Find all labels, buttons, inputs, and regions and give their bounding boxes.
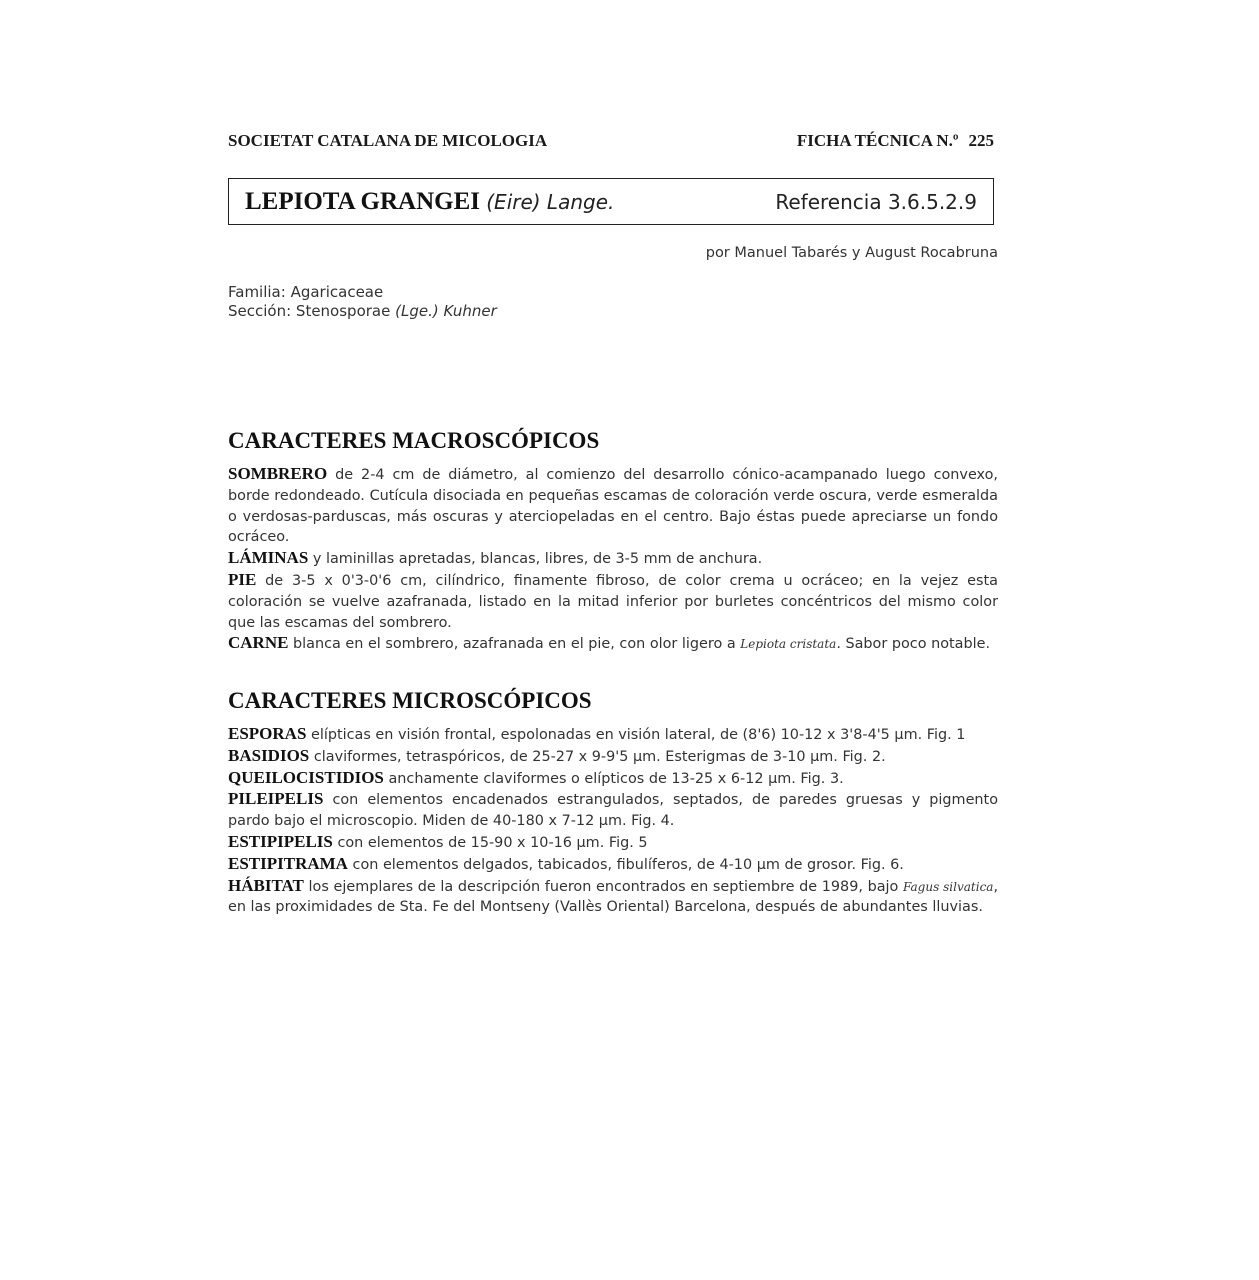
pileipelis-text: con elementos encadenados estrangulados, septados, de paredes gruesas y pigmento pardo bajo el microscopio. Miden de 40-180 x 7-12 μm. Fig. 4.	[228, 792, 998, 830]
species-author: (Eire) Lange.	[486, 189, 615, 214]
esporas-keyword: ESPORAS	[228, 724, 307, 743]
queilocistidios-text: anchamente claviformes o elípticos de 13-25 x 6-12 μm. Fig. 3.	[388, 770, 844, 787]
estipitrama-keyword: ESTIPITRAMA	[228, 853, 348, 873]
carne-paragraph	[228, 633, 998, 655]
macro-heading: CARACTERES MACROSCÓPICOS	[228, 428, 600, 453]
familia-line: Familia: Agaricaceae	[228, 283, 384, 301]
estipipelis-paragraph	[228, 832, 998, 854]
micro-section	[228, 724, 998, 918]
laminas-keyword: LÁMINAS	[228, 548, 309, 568]
carne-species: Lepiota cristata	[740, 637, 837, 652]
estipitrama-paragraph	[228, 854, 998, 876]
seccion-line	[228, 302, 497, 321]
habitat-keyword: HÁBITAT	[228, 875, 304, 895]
esporas-paragraph	[228, 724, 998, 746]
authors-byline: por Manuel Tabarés y August Rocabruna	[705, 245, 998, 261]
habitat-paragraph	[228, 876, 998, 919]
pileipelis-keyword: PILEIPELIS	[228, 789, 324, 809]
habitat-text-b: , en las proximidades de Sta. Fe del Montseny (Vallès Oriental) Barcelona, después de abundantes lluvias.	[228, 878, 999, 916]
habitat-text-a: los ejemplares de la descripción fueron encontrados en septiembre de 1989, bajo	[308, 878, 899, 895]
ficha-id	[797, 131, 994, 151]
carne-keyword: CARNE	[228, 633, 289, 653]
laminas-paragraph	[228, 548, 998, 570]
basidios-paragraph	[228, 746, 998, 768]
basidios-text: claviformes, tetraspóricos, de 25-27 x 9-9'5 μm. Esterigmas de 3-10 μm. Fig. 2.	[313, 748, 886, 765]
taxonomy-block	[228, 283, 497, 321]
micro-heading: CARACTERES MICROSCÓPICOS	[228, 688, 592, 713]
estipipelis-text: con elementos de 15-90 x 10-16 μm. Fig. 5	[337, 834, 648, 851]
sombrero-text: de 2-4 cm de diámetro, al comienzo del desarrollo cónico-acampanado luego convexo, borde redondeado. Cutícula disociada en pequeñas escamas de coloración verde oscura, verde esmeralda o verdosas-parduscas, más oscuras y aterciopeladas en el centro. Bajo éstas puede apreciarse un fondo ocráceo.	[228, 467, 998, 546]
estipipelis-keyword: ESTIPIPELIS	[228, 831, 333, 851]
ficha-number: 225	[968, 131, 994, 150]
page-header	[228, 131, 994, 151]
queilocistidios-paragraph	[228, 768, 998, 790]
reference-code: Referencia 3.6.5.2.9	[775, 189, 977, 214]
estipitrama-text: con elementos delgados, tabicados, fibulíferos, de 4-10 μm de grosor. Fig. 6.	[352, 856, 904, 873]
ficha-label: FICHA TÉCNICA N.º	[796, 131, 959, 150]
pileipelis-paragraph	[228, 789, 998, 832]
seccion-author: (Lge.) Kuhner	[395, 302, 497, 320]
basidios-keyword: BASIDIOS	[228, 745, 310, 765]
pie-keyword: PIE	[228, 569, 257, 589]
sombrero-keyword: SOMBRERO	[228, 464, 328, 483]
laminas-text: y laminillas apretadas, blancas, libres, de 3-5 mm de anchura.	[312, 551, 763, 568]
title-box	[228, 178, 994, 225]
esporas-text: elípticas en visión frontal, espolonadas en visión lateral, de (8'6) 10-12 x 3'8-4'5 μm. Fig. 1	[311, 727, 966, 743]
habitat-species: Fagus silvatica	[903, 879, 994, 894]
society-name: SOCIETAT CATALANA DE MICOLOGIA	[228, 131, 548, 150]
sombrero-paragraph	[228, 464, 998, 548]
carne-text-a: blanca en el sombrero, azafranada en el pie, con olor ligero a	[293, 636, 736, 653]
species-name: LEPIOTA GRANGEI	[245, 187, 480, 215]
macro-section	[228, 464, 998, 655]
pie-text: de 3-5 x 0'3-0'6 cm, cilíndrico, finamente fibroso, de color crema u ocráceo; en la vejez esta coloración se vuelve azafranada, listado en la mitad inferior por burletes concéntricos del mismo color que las escamas del sombrero.	[228, 572, 998, 631]
pie-paragraph	[228, 570, 998, 633]
queilocistidios-keyword: QUEILOCISTIDIOS	[228, 767, 384, 787]
seccion-name: Sección: Stenosporae	[228, 302, 391, 320]
carne-text-b: . Sabor poco notable.	[836, 636, 991, 653]
species-title	[245, 188, 614, 216]
